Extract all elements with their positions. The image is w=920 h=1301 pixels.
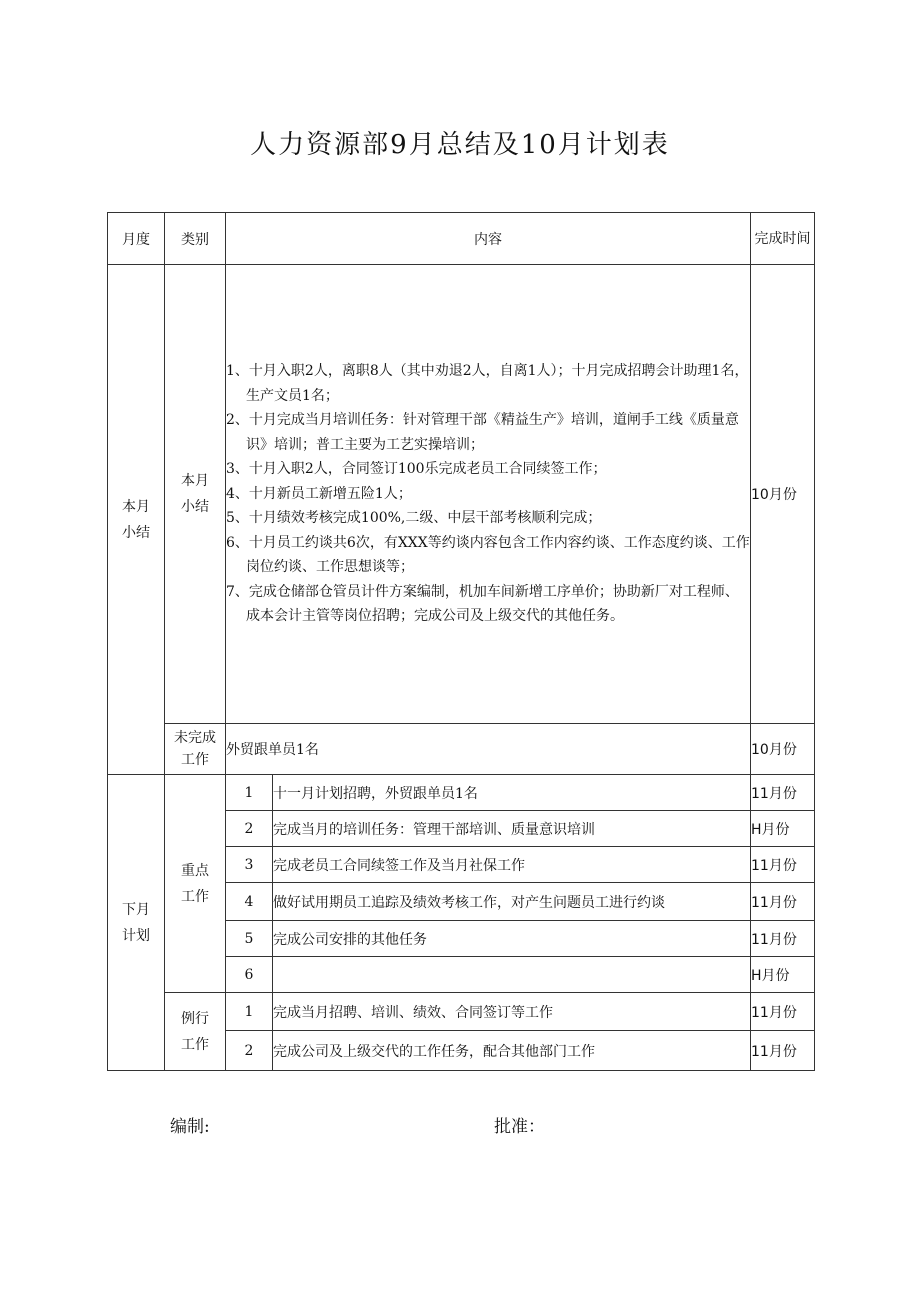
unfinished-content: 外贸跟单员1名 (226, 724, 751, 775)
task-number: 6 (226, 957, 273, 993)
task-time: 11月份 (751, 993, 815, 1031)
task-number: 5 (226, 921, 273, 957)
summary-list (226, 359, 750, 629)
task-number: 2 (226, 811, 273, 847)
task-number: 2 (226, 1031, 273, 1071)
plan-table (107, 212, 815, 1071)
summary-month-cell (108, 265, 165, 775)
key-category-cell (165, 775, 226, 993)
summary-item: 3、十月入职2人，合同签订100乐完成老员工合同续签工作； (226, 461, 607, 478)
summary-item: 6、十月员工约谈共6次，有XXX等约谈内容包含工作内容约谈、工作态度约谈、工作岗位约谈、工作思想谈等； (226, 534, 750, 576)
task-content: 完成当月的培训任务：管理干部培训、质量意识培训 (273, 811, 751, 847)
summary-content (226, 265, 751, 724)
plan-month-cell (108, 775, 165, 1071)
header-category: 类别 (165, 213, 226, 265)
task-content: 完成当月招聘、培训、绩效、合同签订等工作 (273, 993, 751, 1031)
unfinished-row (108, 724, 815, 775)
task-content: 十一月计划招聘，外贸跟单员1名 (273, 775, 751, 811)
summary-item: 2、十月完成当月培训任务：针对管理干部《精益生产》培训，道闸手工线《质量意识》培训；普工主要为工艺实操培训； (226, 412, 739, 453)
header-row (108, 213, 815, 265)
approved-by-label: 批准： (494, 1117, 545, 1137)
task-time: H月份 (751, 957, 815, 993)
task-time: H月份 (751, 811, 815, 847)
summary-item: 1、十月入职2人，离职8人（其中劝退2人，自离1人）；十月完成招聘会计助理1名，生产文员1名； (226, 363, 749, 404)
header-content: 内容 (226, 213, 751, 265)
task-number: 4 (226, 883, 273, 921)
task-time: 11月份 (751, 921, 815, 957)
task-content: 做好试用期员工追踪及绩效考核工作，对产生问题员工进行约谈 (273, 883, 751, 921)
unfinished-category-label: 未完成工作 (173, 730, 216, 768)
task-time: 11月份 (751, 847, 815, 883)
header-month: 月度 (108, 213, 165, 265)
task-number: 1 (226, 775, 273, 811)
summary-category-cell (165, 265, 226, 724)
task-content (273, 957, 751, 993)
unfinished-category-cell (165, 724, 226, 775)
task-time: 11月份 (751, 883, 815, 921)
summary-time: 10月份 (751, 265, 815, 724)
unfinished-time: 10月份 (751, 724, 815, 775)
task-number: 3 (226, 847, 273, 883)
task-content: 完成公司及上级交代的工作任务，配合其他部门工作 (273, 1031, 751, 1071)
key-category-label: 重点工作 (180, 862, 209, 905)
key-task-row (108, 775, 815, 811)
task-content: 完成公司安排的其他任务 (273, 921, 751, 957)
task-number: 1 (226, 993, 273, 1031)
routine-category-label: 例行工作 (180, 1010, 209, 1053)
summary-item: 4、十月新员工新增五险1人； (226, 485, 412, 502)
summary-category-label: 本月小结 (180, 473, 209, 515)
routine-task-row (108, 993, 815, 1031)
plan-month-label: 下月计划 (121, 901, 150, 944)
header-time: 完成时间 (751, 213, 815, 265)
summary-item: 7、完成仓储部仓管员计件方案编制，机加车间新增工序单价；协助新厂对工程师、成本会计主管等岗位招聘；完成公司及上级交代的其他任务。 (226, 583, 739, 625)
page-title: 人力资源部9月总结及10月计划表 (250, 130, 670, 160)
summary-item: 5、十月绩效考核完成100%,二级、中层干部考核顺利完成； (226, 510, 602, 527)
summary-month-label: 本月小结 (121, 498, 150, 541)
task-time: 11月份 (751, 1031, 815, 1071)
task-content: 完成老员工合同续签工作及当月社保工作 (273, 847, 751, 883)
task-time: 11月份 (751, 775, 815, 811)
routine-category-cell (165, 993, 226, 1071)
summary-row (108, 265, 815, 724)
compiled-by-label: 编制: (170, 1117, 210, 1137)
